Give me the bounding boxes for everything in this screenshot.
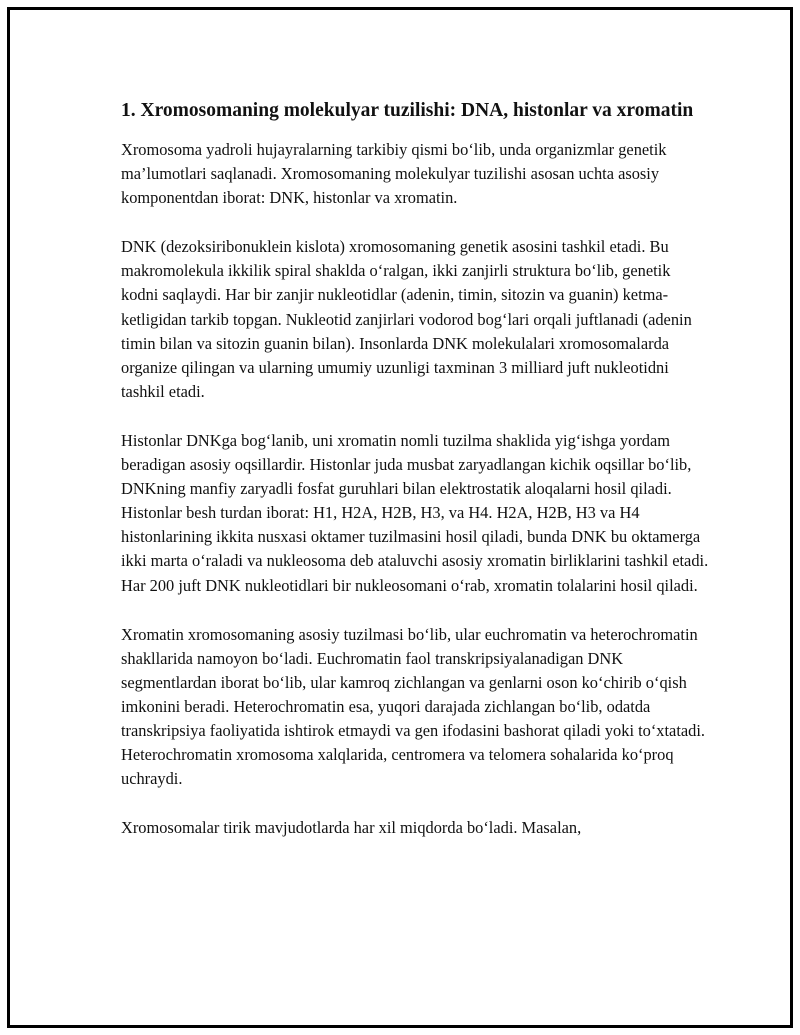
document-page	[7, 7, 793, 1028]
document-body	[121, 98, 711, 865]
paragraph-dna: DNK (dezoksiribonuklein kislota) xromosomaning genetik asosini tashkil etadi. Bu makromolekula ikkilik spiral shaklda o‘ralgan, ikki zanjirli struktura bo‘lib, genetik kodni saqlaydi. Har bir zanjir nukleotidlar (adenin, timin, sitozin va guanin) ketma-ketligidan tarkib topgan. Nukleotid zanjirlari vodorod bog‘lari orqali juftlanadi (adenin timin bilan va sitozin guanin bilan). Insonlarda DNK molekulalari xromosomalarda organize qilingan va ularning umumiy uzunligi taxminan 3 milliard juft nukleotidni tashkil etadi.	[121, 237, 692, 401]
paragraph-histones: Histonlar DNKga bog‘lanib, uni xromatin nomli tuzilma shaklida yig‘ishga yordam beradigan asosiy oqsillardir. Histonlar juda musbat zaryadlangan kichik oqsillar bo‘lib, DNKning manfiy zaryadli fosfat guruhlari bilan elektrostatik aloqalarni hosil qiladi. Histonlar besh turdan iborat: H1, H2A, H2B, H3, va H4. H2A, H2B, H3 va H4 histonlarining ikkita nusxasi oktamer tuzilmasini hosil qiladi, bunda DNK bu oktamerga ikki marta o‘raladi va nukleosoma deb ataluvchi asosiy xromatin birliklarini tashkil etadi. Har 200 juft DNK nukleotidlari bir nukleosomani o‘rab, xromatin tolalarini hosil qiladi.	[121, 430, 709, 595]
paragraph-chromosome-count: Xromosomalar tirik mavjudotlarda har xil miqdorda bo‘ladi. Masalan,	[121, 818, 582, 838]
paragraph-chromatin: Xromatin xromosomaning asosiy tuzilmasi bo‘lib, ular euchromatin va heterochromatin shakllarida namoyon bo‘ladi. Euchromatin faol transkripsiyalanadigan DNK segmentlardan iborat bo‘lib, ular kamroq zichlangan va genlarni oson ko‘chirib o‘qish imkonini beradi. Heterochromatin esa, yuqori darajada zichlangan bo‘lib, odatda transkripsiya faoliyatida ishtirok etmaydi va gen ifodasini bashorat qiladi yoki to‘xtatadi. Heterochromatin xromosoma xalqlarida, centromera va telomera sohalarida ko‘proq uchraydi.	[121, 624, 706, 789]
paragraph-intro: Xromosoma yadroli hujayralarning tarkibiy qismi bo‘lib, unda organizmlar genetik ma’lumotlari saqlanadi. Xromosomaning molekulyar tuzilishi asosan uchta asosiy komponentdan iborat: DNK, histonlar va xromatin.	[121, 140, 667, 208]
section-heading: 1. Xromosomaning molekulyar tuzilishi: DNA, histonlar va xromatin	[121, 100, 694, 121]
